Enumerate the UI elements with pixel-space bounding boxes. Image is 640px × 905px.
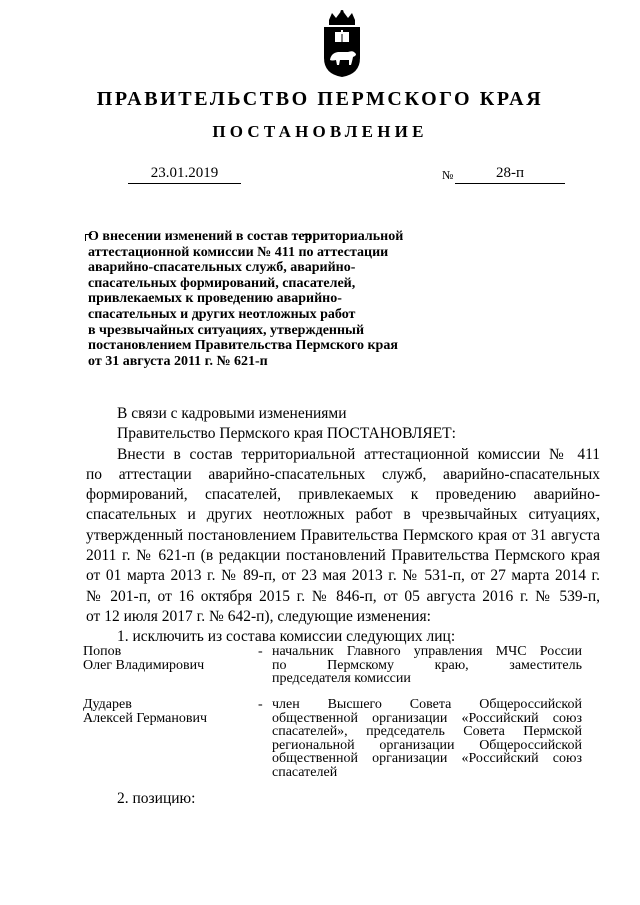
role-line: общественной организации «Российский союз <box>272 710 582 726</box>
role-line: спасателей <box>272 764 338 780</box>
subject-line: от 31 августа 2011 г. № 621-п <box>88 353 268 369</box>
subject-line: спасательных формирований, спасателей, <box>88 275 356 291</box>
document-subject <box>88 229 438 369</box>
subject-line: О внесении изменений в состав территориальной <box>88 229 404 244</box>
subject-line: спасательных и других неотложных работ <box>88 306 356 322</box>
subject-line: аттестационной комиссии № 411 по аттестации <box>88 244 389 260</box>
role-line: спасателей», председатель Совета Пермской <box>272 724 582 739</box>
person-surname: Дударев <box>83 697 132 712</box>
paragraph-line: № 201-п, от 16 октября 2015 г. № 846-п, от 05 августа 2016 г. № 539-п, <box>86 587 600 605</box>
role-line: начальник Главного управления МЧС России <box>272 644 582 659</box>
resolves-line: Правительство Пермского края ПОСТАНОВЛЯЕТ: <box>117 425 456 443</box>
paragraph-line: спасательных и других неотложных работ в чрезвычайных ситуациях, <box>86 506 600 524</box>
subject-line: постановлением Правительства Пермского края <box>88 338 398 354</box>
role-line: региональной организации Общероссийской <box>272 737 582 753</box>
person-surname: Попов <box>83 644 122 659</box>
person-role <box>272 645 582 686</box>
paragraph-line: от 12 июля 2017 г. № 642-п), следующие изменения: <box>86 607 431 625</box>
list-item-2: 2. позицию: <box>117 790 196 807</box>
document-date: 23.01.2019 <box>128 165 241 184</box>
government-title: ПРАВИТЕЛЬСТВО ПЕРМСКОГО КРАЯ <box>96 88 544 110</box>
paragraph-line: от 01 марта 2013 г. № 89-п, от 23 мая 2013 г. № 531-п, от 27 марта 2014 г. <box>86 567 600 585</box>
coat-of-arms-icon <box>318 10 366 78</box>
subject-line: привлекаемых к проведению аварийно- <box>88 291 342 307</box>
person-role <box>272 698 582 779</box>
role-line: общественной организации «Российский союз <box>272 751 582 766</box>
number-sign: № <box>442 168 454 182</box>
intro-line: В связи с кадровыми изменениями <box>117 405 347 422</box>
person-name: Алексей Германович <box>83 710 207 726</box>
person-dudarev <box>83 698 207 725</box>
document-body <box>86 404 600 648</box>
paragraph-line: формирований, спасателей, привлекаемых к проведению аварийно- <box>86 486 600 504</box>
role-dash: - <box>258 697 263 712</box>
role-dash: - <box>258 644 263 659</box>
subject-line: в чрезвычайных ситуациях, утвержденный <box>88 322 365 338</box>
list-item-1: 1. исключить из состава комиссии следующих лиц: <box>117 628 456 646</box>
role-line: по Пермскому краю, заместитель <box>272 657 582 673</box>
role-line: член Высшего Совета Общероссийской <box>272 697 582 712</box>
paragraph-line: Внести в состав территориальной аттестационной комиссии № 411 <box>117 445 600 463</box>
paragraph-line: утвержденный постановлением Правительства Пермского края от 31 августа <box>86 526 600 544</box>
role-line: председателя комиссии <box>272 671 411 686</box>
person-popov <box>83 645 204 672</box>
subject-line: аварийно-спасательных служб, аварийно- <box>88 260 356 276</box>
document-number: 28-п <box>455 165 565 184</box>
person-name: Олег Владимирович <box>83 657 205 673</box>
paragraph-line: по аттестации аварийно-спасательных служб, аварийно-спасательных <box>86 465 600 483</box>
document-type: ПОСТАНОВЛЕНИЕ <box>212 122 428 141</box>
paragraph-line: 2011 г. № 621-п (в редакции постановлений Правительства Пермского края <box>86 547 600 565</box>
